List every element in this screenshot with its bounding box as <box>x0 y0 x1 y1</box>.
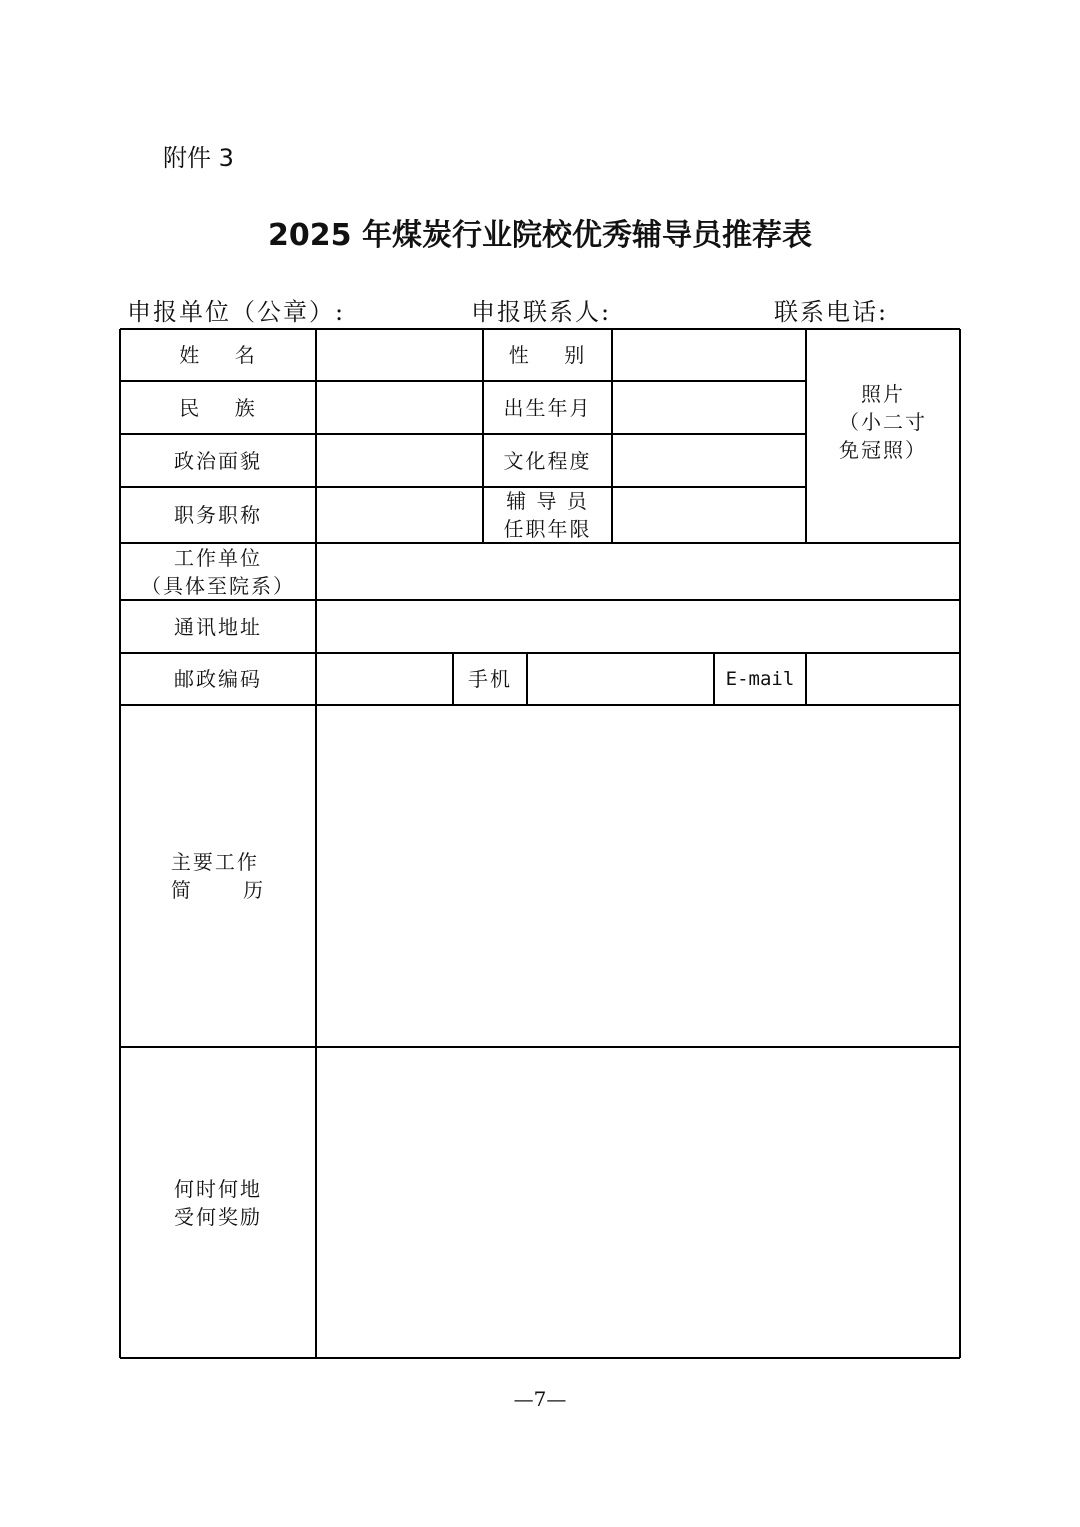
awards-label-cell <box>120 1047 316 1358</box>
counselor-tenure-label <box>504 487 592 543</box>
politics-label: 政治面貌 <box>174 448 262 473</box>
education-input-cell[interactable] <box>612 434 806 487</box>
applicant-contact-label: 申报联系人: <box>471 298 612 326</box>
title-position-label: 职务职称 <box>174 503 262 527</box>
work-unit-line1: 工作单位 <box>174 545 262 570</box>
resume-label <box>171 848 265 904</box>
postcode-label: 邮政编码 <box>174 667 262 691</box>
attachment-label: 附件 3 <box>163 144 234 172</box>
photo-label-line1: 照片 <box>861 382 905 406</box>
gender-label-cell <box>483 329 612 381</box>
email-input-cell[interactable] <box>806 653 960 705</box>
ethnicity-label-cell <box>120 381 316 434</box>
ethnicity-input-cell[interactable] <box>316 381 483 434</box>
education-label: 文化程度 <box>503 448 592 473</box>
resume-label-line2: 简 历 <box>170 878 266 902</box>
resume-label-line1: 主要工作 <box>170 850 259 874</box>
postcode-label-cell <box>120 653 316 705</box>
photo-cell[interactable] <box>806 329 960 543</box>
email-label-cell <box>714 653 806 705</box>
title-position-label-cell <box>120 487 316 543</box>
mobile-input-cell[interactable] <box>527 653 714 705</box>
awards-label-line1: 何时何地 <box>174 1176 262 1201</box>
form-title: 2025 年煤炭行业院校优秀辅导员推荐表 <box>268 218 812 253</box>
resume-label-cell <box>120 705 316 1047</box>
counselor-tenure-line1: 辅 导 员 <box>506 489 589 513</box>
work-unit-label <box>141 544 295 600</box>
gender-label: 性 别 <box>508 343 587 367</box>
photo-label-line3: 免冠照） <box>839 438 927 462</box>
email-label: E-mail <box>725 668 795 690</box>
work-unit-line2: （具体至院系） <box>141 573 295 598</box>
awards-label-line2: 受何奖励 <box>174 1204 262 1229</box>
applicant-unit-label: 申报单位（公章）: <box>127 298 346 326</box>
name-label: 姓 名 <box>179 343 257 367</box>
birth-label-cell <box>483 381 612 434</box>
birth-label: 出生年月 <box>503 395 592 420</box>
mobile-label: 手机 <box>468 667 512 691</box>
address-label-cell <box>120 600 316 653</box>
title-position-input-cell[interactable] <box>316 487 483 543</box>
mobile-label-cell <box>453 653 527 705</box>
address-label: 通讯地址 <box>174 614 262 639</box>
name-label-cell <box>120 329 316 381</box>
counselor-tenure-input-cell[interactable] <box>612 487 806 543</box>
contact-phone-label: 联系电话: <box>774 298 889 326</box>
work-unit-label-cell <box>120 543 316 600</box>
resume-input-cell[interactable] <box>316 705 960 1047</box>
name-input-cell[interactable] <box>316 329 483 381</box>
awards-label <box>174 1175 262 1231</box>
birth-input-cell[interactable] <box>612 381 806 434</box>
work-unit-input-cell[interactable] <box>316 543 960 600</box>
politics-input-cell[interactable] <box>316 434 483 487</box>
postcode-input-cell[interactable] <box>316 653 453 705</box>
address-input-cell[interactable] <box>316 600 960 653</box>
photo-label <box>839 380 927 464</box>
ethnicity-label: 民 族 <box>179 395 257 420</box>
awards-input-cell[interactable] <box>316 1047 960 1358</box>
gender-input-cell[interactable] <box>612 329 806 381</box>
photo-label-line2: （小二寸 <box>839 410 927 434</box>
politics-label-cell <box>120 434 316 487</box>
page-number: —7— <box>513 1387 567 1411</box>
education-label-cell <box>483 434 612 487</box>
counselor-tenure-line2: 任职年限 <box>503 517 592 541</box>
counselor-tenure-label-cell <box>483 487 612 543</box>
